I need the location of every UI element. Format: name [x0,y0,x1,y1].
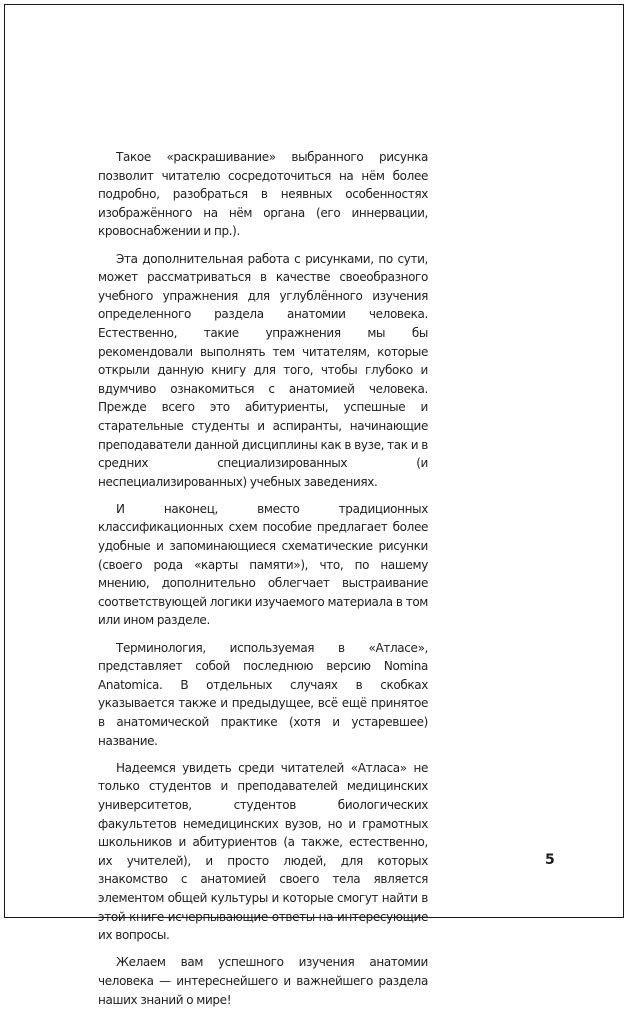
page-number: 5 [545,852,555,868]
paragraph-exercise: Эта дополнительная работа с рисунками, по сути, может рассматриваться в качестве своеобразного учебного упражнения для углублённого изучения определенного раздела анатомии человека. Естественно, такие упражнения мы бы рекомендовали выполнять тем читателям, которые открыли данную книгу для того, чтобы глубоко и вдумчиво ознакомиться с анатомией человека. Прежде всего это абитуриенты, успешные и старательные студенты и аспиранты, начинающие преподаватели данной дисциплины как в вузе, так и в средних специализированных (и неспециализированных) учебных заведениях. [98,251,428,489]
paragraph-readers: Надеемся увидеть среди читателей «Атласа» не только студентов и преподавателей медицинских университетов, студентов биологических факультетов немедицинских вузов, но и грамотных школьников и абитуриентов (а также, естественно, их учителей), и просто людей, для которых знакомство с анатомией своего тела является элементом общей культуры и которые смогут найти в этой книге исчерпывающие ответы на интересующие их вопросы. [98,760,428,943]
book-page [4,4,624,1007]
paragraph-memory-maps: И наконец, вместо традиционных классификационных схем пособие предлагает более удобные и запоминающиеся схематические рисунки (своего рода «карты памяти»), что, по нашему мнению, дополнительно облегчает выстраивание соответствующей логики изучаемого материала в том или ином разделе. [98,501,428,628]
paragraph-coloring: Такое «раскрашивание» выбранного рисунка позволит читателю сосредоточиться на нём более подробно, разобраться в неявных особенностях изображённого на нём органа (его иннервации, кровоснабжении и пр.). [98,150,428,239]
paragraph-closing: Желаем вам успешного изучения анатомии человека — интереснейшего и важнейшего раздела наших знаний о мире! [98,955,428,1007]
body-text [98,148,428,1018]
paragraph-terminology: Терминология, используемая в «Атласе», представляет собой последнюю версию Nomina Anatomica. В отдельных случаях в скобках указывается также и предыдущее, всё ещё принятое в анатомической практике (хотя и устаревшее) название. [98,640,428,748]
